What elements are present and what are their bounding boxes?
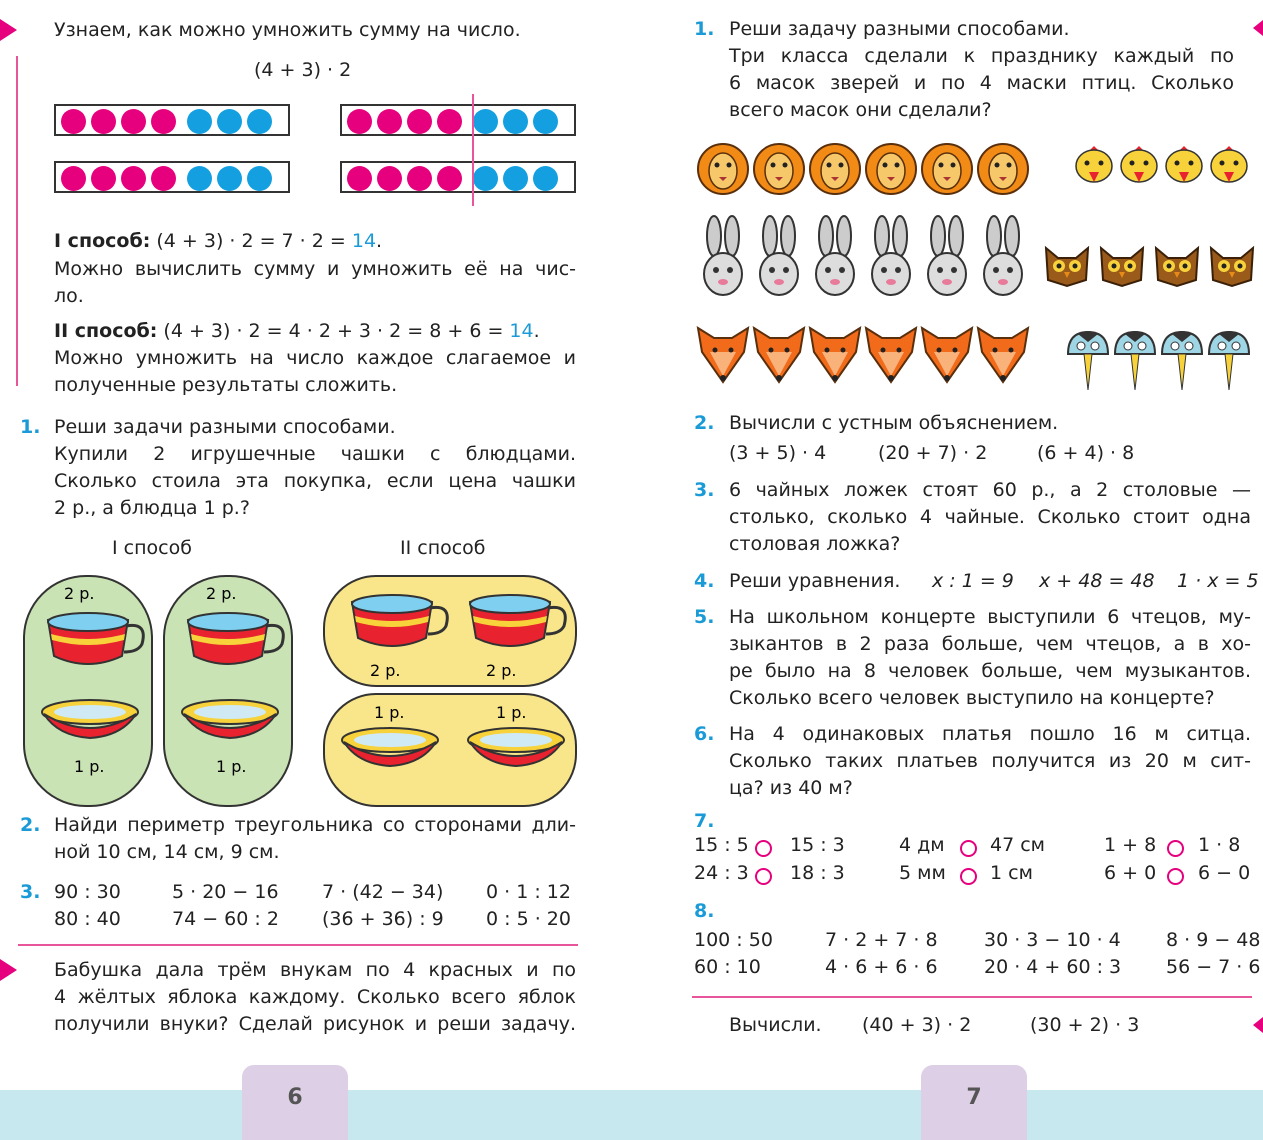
- compare-circle-shape: [1167, 868, 1184, 885]
- compare-left: 15 : 5: [694, 834, 749, 856]
- right-task-4-number: 4.: [694, 570, 715, 592]
- right-task-2-text: Вычисли с устным объяснением.: [729, 412, 1059, 434]
- compare-left: 6 + 0: [1104, 862, 1157, 884]
- blue-dot: [217, 109, 242, 134]
- compare-left: 24 : 3: [694, 862, 749, 884]
- blue-dot: [473, 166, 498, 191]
- compare-circle-shape: [755, 868, 772, 885]
- method-1-dot: .: [376, 230, 383, 252]
- method-1-expr: (4 + 3) · 2 = 7 · 2 =: [150, 230, 352, 252]
- right-task-5-line-2: ре было на 8 человек больше, чем музыкантов.: [729, 660, 1251, 682]
- left-task-3-expr: (36 + 36) : 9: [322, 908, 444, 930]
- compare-circle-icon[interactable]: [755, 837, 772, 859]
- masks-illustration: [694, 138, 1256, 400]
- left-task-2-line-0: Найди периметр треугольника со сторонами дли-: [54, 814, 576, 836]
- left-task-3-expr: 74 − 60 : 2: [172, 908, 279, 930]
- right-task-5-line-1: зыкантов в 2 раза больше, чем чтецов, а в хо-: [729, 633, 1251, 655]
- cup-price-2: 2 р.: [206, 584, 237, 603]
- pink-dot: [121, 109, 146, 134]
- right-task-4-eq-1: x + 48 = 48: [1039, 570, 1155, 592]
- left-task-3-expr: 90 : 30: [54, 881, 121, 903]
- calc-expr-0: (40 + 3) · 2: [862, 1014, 972, 1036]
- right-task-3-line-0: 6 чайных ложек стоят 60 р., а 2 столовые —: [729, 479, 1251, 501]
- compare-circle-shape: [960, 868, 977, 885]
- final-task-line-0: Бабушка дала трём внукам по 4 красных и по: [54, 959, 576, 981]
- blue-dot: [503, 166, 528, 191]
- right-task-5-line-3: Сколько всего человек выступило на концерте?: [729, 687, 1215, 709]
- fox-mask-icon: [866, 328, 916, 382]
- method-2-answer: 14: [509, 320, 534, 342]
- calc-label: Вычисли.: [729, 1014, 822, 1036]
- right-task-1-number: 1.: [694, 18, 715, 40]
- pink-dot: [437, 166, 462, 191]
- method-2-label: II способ:: [54, 320, 158, 342]
- right-task-3-line-2: столовая ложка?: [729, 533, 901, 555]
- left-task-1-line-2: Сколько стоила эта покупка, если цена чашки: [54, 470, 576, 492]
- pink-dot: [407, 109, 432, 134]
- blue-dot: [247, 109, 272, 134]
- rabbit-mask-icon: [816, 216, 854, 295]
- intro-expression: (4 + 3) · 2: [254, 59, 352, 81]
- lion-mask-icon: [866, 144, 916, 194]
- way-2-label: II способ: [400, 537, 486, 559]
- method-2-text-1: полученные результаты сложить.: [54, 374, 398, 396]
- dot-row-box: [54, 104, 290, 136]
- compare-circle-shape: [1167, 840, 1184, 857]
- left-task-3-expr: 7 · (42 − 34): [322, 881, 444, 903]
- pink-dot: [91, 109, 116, 134]
- right-task-6-number: 6.: [694, 723, 715, 745]
- right-task-2-expr-1: (20 + 7) · 2: [878, 442, 988, 464]
- owl-mask-icon: [1046, 248, 1088, 286]
- lion-mask-icon: [810, 144, 860, 194]
- pink-dot: [437, 109, 462, 134]
- pink-dot: [407, 166, 432, 191]
- pink-dot: [61, 109, 86, 134]
- blue-dot: [187, 166, 212, 191]
- cup-price-3: 2 р.: [370, 661, 401, 680]
- final-task-line-2: получили внуки? Сделай рисунок и реши задачу.: [54, 1013, 576, 1035]
- dot-split-line: [472, 94, 474, 206]
- left-task-3-expr: 5 · 20 − 16: [172, 881, 279, 903]
- right-task-6-line-0: На 4 одинаковых платья пошло 16 м ситца.: [729, 723, 1251, 745]
- left-task-3-number: 3.: [20, 881, 41, 903]
- section-marker-icon: [0, 959, 17, 981]
- compare-right: 1 · 8: [1198, 834, 1241, 856]
- right-task-8-expr: 8 · 9 − 48: [1166, 929, 1261, 951]
- rabbit-mask-icon: [760, 216, 798, 295]
- right-task-1-line-2: 6 масок зверей и по 4 маски птиц. Сколько: [729, 72, 1234, 94]
- owl-mask-icon: [1211, 248, 1253, 286]
- pink-dot: [151, 166, 176, 191]
- section-side-bar: [16, 56, 18, 386]
- chick-mask-icon: [1166, 146, 1202, 182]
- compare-right: 6 − 0: [1198, 862, 1251, 884]
- dot-row-box: [340, 104, 576, 136]
- intro-text: Узнаем, как можно умножить сумму на число.: [54, 19, 521, 41]
- right-task-1-line-1: Три класса сделали к празднику каждый по: [729, 45, 1234, 67]
- method-1-label: I способ:: [54, 230, 151, 252]
- blue-dot: [247, 166, 272, 191]
- right-task-8-expr: 56 − 7 · 6: [1166, 956, 1261, 978]
- fox-mask-icon: [810, 328, 860, 382]
- chick-mask-icon: [1211, 146, 1247, 182]
- pink-dot: [377, 166, 402, 191]
- method-2-line: [54, 318, 540, 345]
- fox-mask-icon: [978, 328, 1028, 382]
- saucer-price-2: 1 р.: [216, 757, 247, 776]
- penguin-mask-icon: [1209, 331, 1249, 390]
- dot-row-box: [340, 161, 576, 193]
- page-number-left: 6: [242, 1065, 348, 1140]
- right-task-6-line-1: Сколько таких платьев получится из 20 м сит-: [729, 750, 1251, 772]
- cups-illustration: [20, 572, 580, 812]
- pink-dot: [151, 109, 176, 134]
- compare-right: 15 : 3: [790, 834, 845, 856]
- pink-dot: [347, 166, 372, 191]
- penguin-mask-icon: [1162, 331, 1202, 390]
- compare-circle-shape: [960, 840, 977, 857]
- right-task-8-expr: 30 · 3 − 10 · 4: [984, 929, 1121, 951]
- left-task-2-line-1: ной 10 см, 14 см, 9 см.: [54, 841, 280, 863]
- right-task-5-line-0: На школьном концерте выступили 6 чтецов, му-: [729, 606, 1251, 628]
- right-task-4-eq-2: 1 · x = 5: [1177, 570, 1259, 592]
- rabbit-mask-icon: [872, 216, 910, 295]
- lion-mask-icon: [754, 144, 804, 194]
- fox-mask-icon: [754, 328, 804, 382]
- lion-mask-icon: [978, 144, 1028, 194]
- pink-dot: [347, 109, 372, 134]
- right-task-4-eq-0: x : 1 = 9: [932, 570, 1014, 592]
- rabbit-mask-icon: [928, 216, 966, 295]
- rabbit-mask-icon: [984, 216, 1022, 295]
- method-2-expr: (4 + 3) · 2 = 4 · 2 + 3 · 2 = 8 + 6 =: [157, 320, 510, 342]
- left-task-3-expr: 0 : 5 · 20: [486, 908, 571, 930]
- section-marker-icon: [0, 19, 17, 41]
- method-1-answer: 14: [351, 230, 377, 252]
- lion-mask-icon: [698, 144, 748, 194]
- blue-dot: [533, 166, 558, 191]
- fox-mask-icon: [922, 328, 972, 382]
- left-task-1-line-3: 2 р., а блюдца 1 р.?: [54, 497, 250, 519]
- right-task-8-number: 8.: [694, 900, 715, 922]
- saucer-price-3: 1 р.: [374, 703, 405, 722]
- rabbit-mask-icon: [704, 216, 742, 295]
- method-1-text-1: ло.: [54, 285, 84, 307]
- saucer-price-1: 1 р.: [74, 757, 105, 776]
- right-task-1-line-0: Реши задачу разными способами.: [729, 18, 1070, 40]
- compare-circle-icon[interactable]: [960, 837, 977, 859]
- right-task-6-line-2: ца? из 40 м?: [729, 777, 853, 799]
- compare-right: 18 : 3: [790, 862, 845, 884]
- compare-circle-icon[interactable]: [755, 865, 772, 887]
- right-task-2-expr-0: (3 + 5) · 4: [729, 442, 827, 464]
- right-margin-marker-icon: [1253, 20, 1263, 36]
- right-task-4-text: Реши уравнения.: [729, 570, 901, 592]
- blue-dot: [187, 109, 212, 134]
- right-task-2-expr-2: (6 + 4) · 8: [1037, 442, 1135, 464]
- page-footer: [0, 1090, 1263, 1140]
- method-1-text-0: Можно вычислить сумму и умножить её на чис-: [54, 258, 576, 280]
- right-task-8-expr: 4 · 6 + 6 · 6: [825, 956, 938, 978]
- left-divider: [18, 944, 578, 946]
- cup-price-1: 2 р.: [64, 584, 95, 603]
- lion-mask-icon: [922, 144, 972, 194]
- chick-mask-icon: [1121, 146, 1157, 182]
- compare-left: 1 + 8: [1104, 834, 1157, 856]
- way-1-label: I способ: [112, 537, 192, 559]
- cup-price-4: 2 р.: [486, 661, 517, 680]
- right-task-7-number: 7.: [694, 810, 715, 832]
- compare-left: 4 дм: [899, 834, 945, 856]
- left-task-1-line-0: Реши задачи разными способами.: [54, 416, 396, 438]
- right-task-2-number: 2.: [694, 412, 715, 434]
- method-2-text-0: Можно умножить на число каждое слагаемое и: [54, 347, 576, 369]
- pink-dot: [377, 109, 402, 134]
- blue-dot: [503, 109, 528, 134]
- right-task-8-expr: 100 : 50: [694, 929, 773, 951]
- compare-circle-icon[interactable]: [1167, 865, 1184, 887]
- blue-dot: [533, 109, 558, 134]
- left-task-3-expr: 80 : 40: [54, 908, 121, 930]
- fox-mask-icon: [698, 328, 748, 382]
- owl-mask-icon: [1101, 248, 1143, 286]
- right-margin-marker-icon: [1253, 1017, 1263, 1033]
- final-task-line-1: 4 жёлтых яблока каждому. Сколько всего яблок: [54, 986, 576, 1008]
- right-task-8-expr: 20 · 4 + 60 : 3: [984, 956, 1122, 978]
- penguin-mask-icon: [1068, 331, 1108, 390]
- left-task-1-line-1: Купили 2 игрушечные чашки с блюдцами.: [54, 443, 576, 465]
- method-2-dot: .: [533, 320, 540, 342]
- pink-dot: [61, 166, 86, 191]
- right-task-8-expr: 60 : 10: [694, 956, 761, 978]
- blue-dot: [217, 166, 242, 191]
- page-number-right: 7: [921, 1065, 1027, 1140]
- left-task-1-number: 1.: [20, 416, 41, 438]
- right-divider: [692, 996, 1252, 998]
- left-task-2-number: 2.: [20, 814, 41, 836]
- pink-dot: [121, 166, 146, 191]
- blue-dot: [473, 109, 498, 134]
- penguin-mask-icon: [1115, 331, 1155, 390]
- right-task-3-line-1: столько, сколько 4 чайные. Сколько стоит одна: [729, 506, 1251, 528]
- compare-circle-shape: [755, 840, 772, 857]
- method-1-line: [54, 228, 382, 255]
- calc-expr-1: (30 + 2) · 3: [1030, 1014, 1140, 1036]
- right-task-1-line-3: всего масок они сделали?: [729, 99, 992, 121]
- compare-right: 47 см: [990, 834, 1045, 856]
- compare-circle-icon[interactable]: [1167, 837, 1184, 859]
- compare-left: 5 мм: [899, 862, 946, 884]
- right-task-8-expr: 7 · 2 + 7 · 8: [825, 929, 938, 951]
- compare-right: 1 см: [990, 862, 1033, 884]
- left-task-3-expr: 0 · 1 : 12: [486, 881, 571, 903]
- right-task-3-number: 3.: [694, 479, 715, 501]
- chick-mask-icon: [1076, 146, 1112, 182]
- pink-dot: [91, 166, 116, 191]
- compare-circle-icon[interactable]: [960, 865, 977, 887]
- owl-mask-icon: [1156, 248, 1198, 286]
- dot-row-box: [54, 161, 290, 193]
- saucer-price-4: 1 р.: [496, 703, 527, 722]
- right-task-5-number: 5.: [694, 606, 715, 628]
